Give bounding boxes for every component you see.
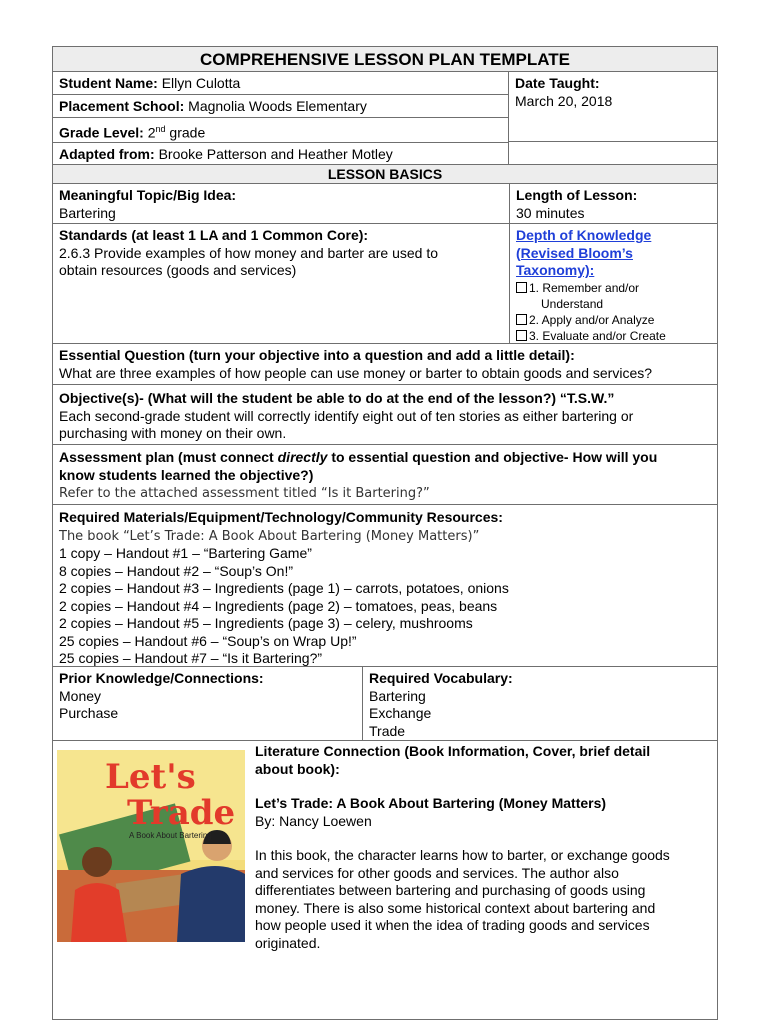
adapted-label: Adapted from: (59, 146, 155, 162)
materials-item: 25 copies – Handout #6 – “Soup’s on Wrap Up!” (59, 632, 357, 649)
lesson-basics-row (52, 164, 718, 184)
dok-line-1: Depth of Knowledge (516, 227, 652, 243)
prior-label: Prior Knowledge/Connections: (59, 670, 264, 686)
materials-item: 2 copies – Handout #5 – Ingredients (page 3) – celery, mushrooms (59, 615, 473, 631)
length-value: 30 minutes (516, 204, 585, 221)
assessment-row (52, 444, 718, 505)
materials-row (52, 504, 718, 667)
placement-label: Placement School: (59, 98, 185, 114)
book-summary: In this book, the character learns how to barter, or exchange goods and services for other goods and services. The author also differentiates between bartering and purchasing of goods using money. There is also some historical context about bartering and how people used it when the idea of trading goods and services originated. (255, 847, 670, 951)
literature-row (52, 740, 718, 1020)
cover-subtitle: A Book About Bartering (129, 831, 212, 840)
grade-number: 2 (147, 124, 156, 141)
topic-value: Bartering (59, 204, 116, 221)
checkbox-icon[interactable] (516, 330, 527, 341)
materials-book: The book “Let’s Trade: A Book About Bartering (Money Matters)” (59, 528, 480, 544)
grade-suffix: nd (155, 124, 166, 134)
student-name-value: Ellyn Culotta (161, 75, 241, 91)
standards-line-2: obtain resources (goods and services) (59, 262, 297, 278)
knowledge-vocab-row (52, 666, 718, 741)
vocab-item: Trade (369, 722, 406, 739)
vocab-item: Exchange (369, 705, 432, 721)
title-row (52, 46, 718, 72)
literature-label: Literature Connection (Book Information, Cover, brief detail about book): (255, 743, 651, 777)
essential-question-label: Essential Question (turn your objective into a question and add a little detail): (59, 347, 575, 363)
assessment-text: Refer to the attached assessment titled “Is it Bartering?” (59, 486, 430, 501)
assessment-label: Assessment plan (must connect directly to essential question and objective- How will you know students learned the objective?) (59, 449, 658, 483)
grade-label: Grade Level: (59, 124, 144, 141)
date-value: March 20, 2018 (515, 92, 613, 109)
materials-item: 1 copy – Handout #1 – “Bartering Game” (59, 545, 312, 561)
prior-item: Money (59, 687, 102, 704)
vocab-label: Required Vocabulary: (369, 670, 513, 686)
materials-item: 8 copies – Handout #2 – “Soup’s On!” (59, 562, 294, 579)
objective-label: Objective(s)- (What will the student be able to do at the end of the lesson?) “T.S.W.” (59, 390, 615, 406)
objective-line-2: purchasing with money on their own. (59, 425, 287, 441)
objective-line-1: Each second-grade student will correctly identify eight out of ten stories as either bartering or (59, 407, 634, 424)
length-label: Length of Lesson: (516, 187, 638, 203)
materials-item: 25 copies – Handout #7 – “Is it Bartering?” (59, 650, 323, 666)
date-taught-cell (508, 71, 718, 165)
dok-line-3: Taxonomy): (516, 262, 595, 278)
book-cover-image (57, 750, 245, 942)
placement-value: Magnolia Woods Elementary (188, 98, 367, 114)
cover-title-line-2: Trade (127, 793, 236, 833)
prior-item: Purchase (59, 705, 119, 721)
standards-line-1: 2.6.3 Provide examples of how money and barter are used to (59, 244, 438, 261)
checkbox-icon[interactable] (516, 314, 527, 325)
dok-line-2: (Revised Bloom’s (516, 244, 633, 261)
essential-question-text: What are three examples of how people can use money or barter to obtain goods and services? (59, 364, 653, 381)
materials-label: Required Materials/Equipment/Technology/Community Resources: (59, 509, 503, 525)
essential-question-row (52, 343, 718, 385)
student-name-label: Student Name: (59, 75, 158, 91)
dok-link[interactable] (516, 227, 712, 280)
dok-option-3: 3. Evaluate and/or Create (516, 328, 712, 344)
book-author: By: Nancy Loewen (255, 812, 372, 829)
vocab-item: Bartering (369, 687, 426, 704)
grade-text: grade (169, 124, 206, 141)
document-title: COMPREHENSIVE LESSON PLAN TEMPLATE (200, 50, 570, 69)
dok-option-1: 1. Remember and/or Understand (516, 280, 712, 312)
objective-row (52, 384, 718, 445)
lesson-basics-header: LESSON BASICS (327, 166, 443, 182)
date-label: Date Taught: (515, 75, 600, 91)
book-title: Let’s Trade: A Book About Bartering (Money Matters) (255, 795, 607, 811)
standards-row (52, 223, 718, 344)
topic-label: Meaningful Topic/Big Idea: (59, 187, 237, 203)
topic-row (52, 183, 718, 224)
standards-label: Standards (at least 1 LA and 1 Common Core): (59, 227, 369, 243)
cover-title-line-1: Let's (105, 757, 196, 797)
materials-item: 2 copies – Handout #4 – Ingredients (page 2) – tomatoes, peas, beans (59, 597, 498, 614)
adapted-value: Brooke Patterson and Heather Motley (158, 146, 393, 162)
materials-item: 2 copies – Handout #3 – Ingredients (page 1) – carrots, potatoes, onions (59, 580, 509, 596)
dok-option-2: 2. Apply and/or Analyze (516, 312, 712, 328)
checkbox-icon[interactable] (516, 282, 527, 293)
